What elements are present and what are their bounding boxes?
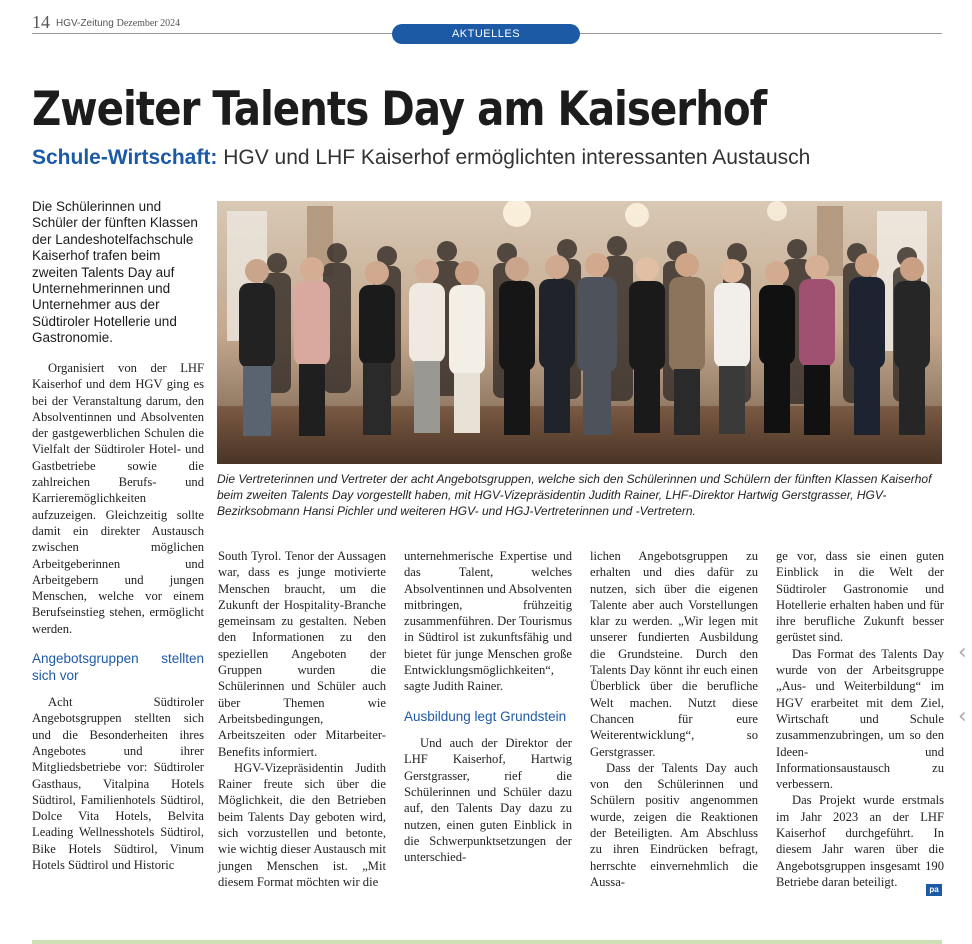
subheading-ausbildung: Ausbildung legt Grundstein [404,708,567,724]
publication-name: HGV-Zeitung [56,18,114,29]
article-subheadline [32,144,810,172]
paragraph: Acht Südtiroler Angebotsgruppen stellten sich und die Besonderheiten ihres Angebotes und ihrer Mitgliedsbetriebe vor: Südtiroler Gasthaus, Vitalpina Hotels Südtirol, Familienhotels Südtirol, Dolce Vita Hotels, Belvita Leading Wellnesshotels Südtirol, Bike Hotels Südtirol, Vinum Hotels Südtirol und Historic [32,695,204,873]
chevron-left-icon[interactable]: ‹ [958,640,967,665]
paragraph: unternehmerische Expertise und das Talent, welches Absolventinnen und Absolventen mitbringen, frühzeitig zusammenführen. Der Tourismus in Südtirol ist zukunftsfähig und bietet für junge Menschen große Entwicklungsmöglichkeiten“, sagte Judith Rainer. [404,549,572,694]
subheadline-text: HGV und LHF Kaiserhof ermöglichten interessanten Austausch [223,146,811,169]
section-label: AKTUELLES [392,24,580,44]
column-1 [32,360,204,873]
page-number: 14 [32,12,50,32]
paragraph: lichen Angebotsgruppen zu erhalten und dies dafür zu nutzen, sich über die eigenen Talente aber auch Vorstellungen klar zu werden. „Wir legen mit unserer fundierten Ausbildung die Grundsteine. Durch den Talents Day könnt ihr euch einen Überblick über die berufliche Welt machen. Nutzt diese Chancen für eure Weiterentwicklung“, so Gerstgrasser. [590,549,758,759]
column-5 [776,548,944,890]
publication-info [56,18,180,29]
chevron-left-icon[interactable]: ‹ [958,704,967,729]
group-photo [217,201,942,464]
column-2 [218,548,386,890]
article-intro: Die Schülerinnen und Schüler der fünften Klassen der Landeshotelfachschule Kaiserhof trafen beim zweiten Talents Day auf Unternehmerinnen und Unternehmer aus der Südtiroler Hotellerie und Gastronomie. [32,199,198,346]
paragraph: HGV-Vizepräsidentin Judith Rainer freute sich über die Möglichkeit, die den Betrieben beim Talents Day geboten wird, sich vorzustellen und betonte, wie wichtig dieser Austausch mit jungen Menschen ist. „Mit diesem Format möchten wir die [218,760,386,889]
group-photo-illustration [217,201,942,464]
paragraph: South Tyrol. Tenor der Aussagen war, dass es junge motivierte Menschen braucht, um die Zukunft der Hospitality-Branche gemeinsam zu gestalten. Neben den Informationen zu den speziellen Angeboten der Gruppen wurden die Schülerinnen und Schüler auch über Themen wie Arbeitsbedingungen, Arbeitszeiten oder Mitarbeiter-Benefits informiert. [218,549,386,759]
paragraph: Und auch der Direktor der LHF Kaiserhof, Hartwig Gerstgrasser, rief die Schülerinnen und Schüler dazu auf, den Talents Day dazu zu nutzen, einen guten Einblick in die Schwerpunktsetzungen der unterschied- [404,736,572,865]
paragraph: Das Projekt wurde erstmals im Jahr 2023 an der LHF Kaiserhof durchgeführt. In diesem Jahr waren über die Angebotsgruppen insgesamt 190 Betriebe daran beteiligt. [776,793,944,889]
article-headline: Zweiter Talents Day am Kaiserhof [32,82,767,137]
column-4 [590,548,758,890]
publication-month: Dezember 2024 [116,18,181,29]
article-kicker: Schule-Wirtschaft: [32,146,218,169]
author-badge: pa [926,884,942,896]
paragraph: ge vor, dass sie einen guten Einblick in die Welt der Südtiroler Gastronomie und Hotellerie erhalten haben und für ihre berufliche Zukunft besser gerüstet sind. [776,549,944,645]
paragraph: Das Format des Talents Day wurde von der Arbeitsgruppe „Aus- und Weiterbildung“ im HGV erarbeitet mit dem Ziel, Wirtschaft und Schule zusammenzubringen, um so den Ideen- und Informationsaustausch zu verbessern. [776,646,944,792]
column-3 [404,548,572,866]
footer-bar [32,940,942,944]
paragraph: Dass der Talents Day auch von den Schülerinnen und Schülern positiv angenommen wurde, zeigen die Reaktionen der Beteiligten. Am Abschluss zu ihren Eindrücken befragt, herrschte einvernehmlich die Aussa- [590,760,758,889]
photo-caption: Die Vertreterinnen und Vertreter der acht Angebotsgruppen, welche sich den Schülerinnen und Schülern der fünften Klassen Kaiserhof beim zweiten Talents Day vorgestellt haben, mit HGV-Vizepräsidentin Judith Rainer, LHF-Direktor Hartwig Gerstgrasser, HGV-Bezirksobmann Hansi Pichler und weiteren HGV- und HGJ-Vertreterinnen und -Vertretern. [217,472,932,518]
subheading-angebotsgruppen: Angebotsgruppen stellten sich vor [32,651,204,683]
paragraph: Organisiert von der LHF Kaiserhof und dem HGV ging es bei der Veranstaltung darum, den Absolventinnen und Absolventen der gastgewerblichen Schulen die Vielfalt der Südtiroler Hotel- und Gastbetriebe sowie die zahlreichen Berufs- und Karrieremöglichkeiten aufzuzeigen. Gleichzeitig sollte damit ein direkter Austausch zwischen möglichen Arbeitgeberinnen und Arbeitgebern und jungen Menschen, welche vor einem Berufseinstieg stehen, ermöglicht werden. [32,361,204,636]
